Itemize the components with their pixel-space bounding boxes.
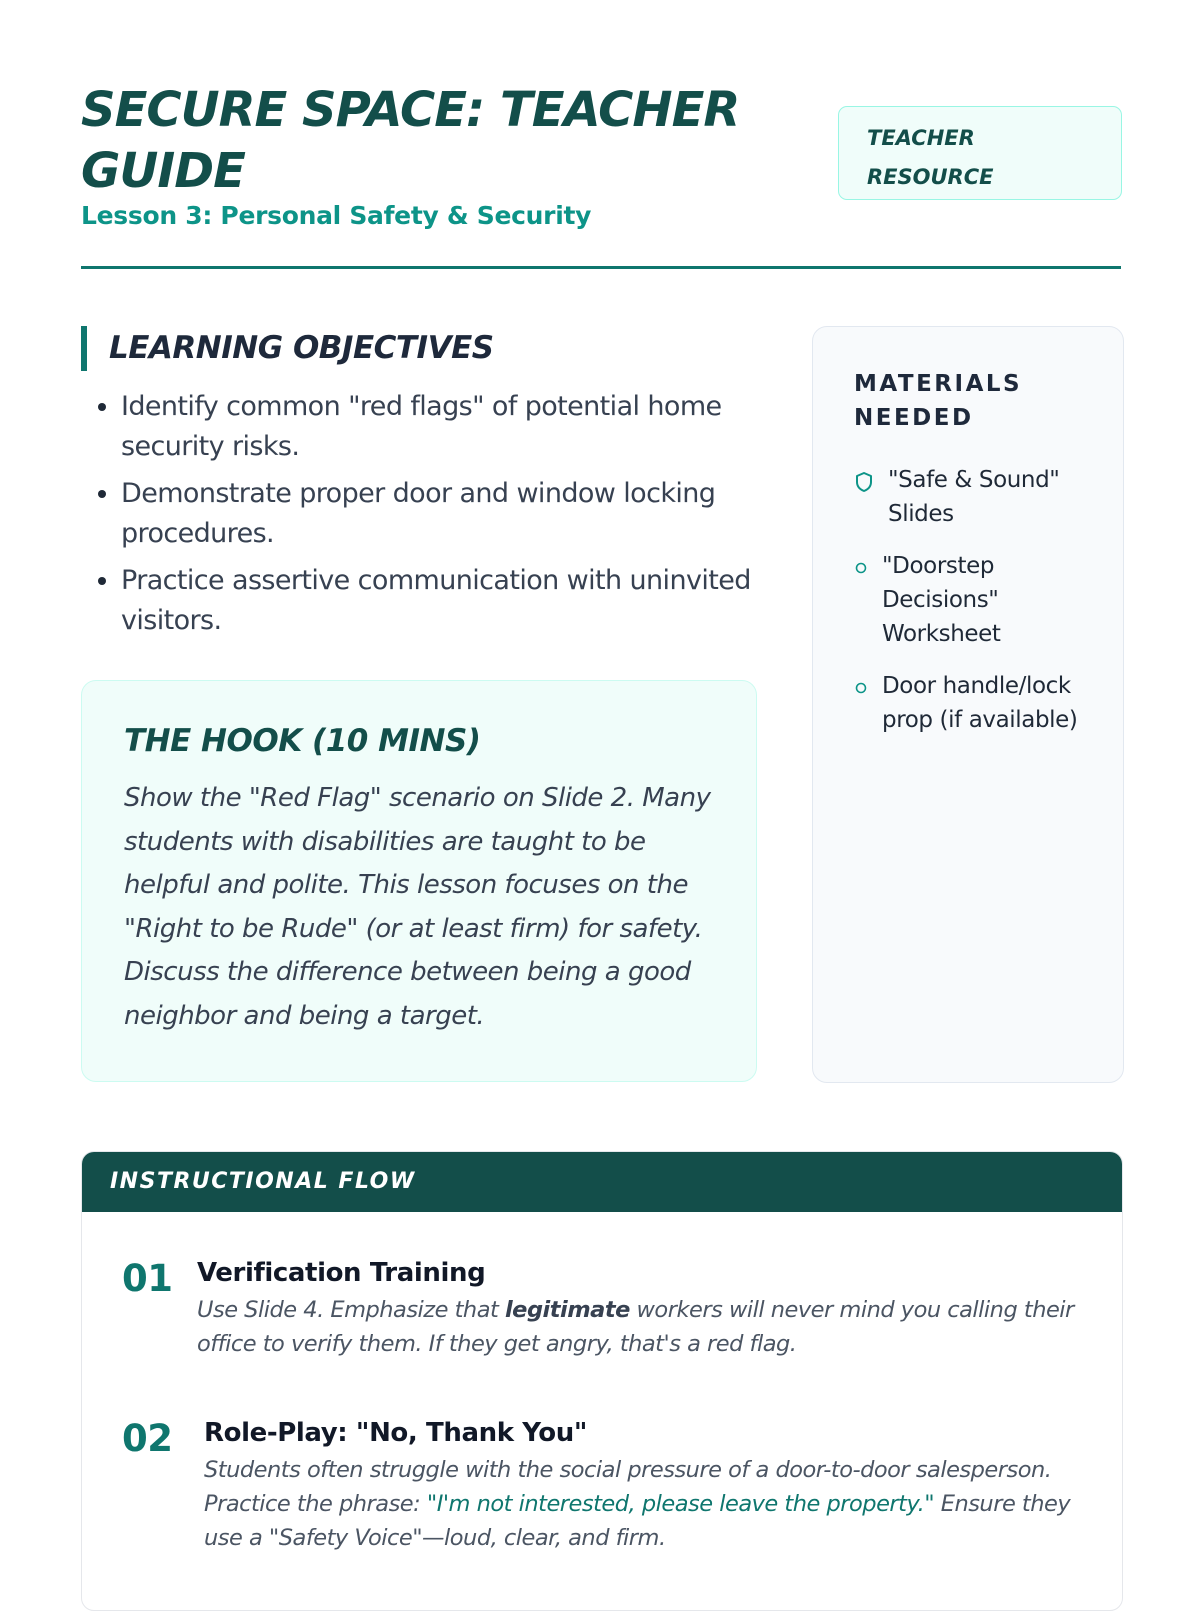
step-title: Role-Play: "No, Thank You" bbox=[204, 1418, 588, 1448]
hook-body: Show the "Red Flag" scenario on Slide 2. Many students with disabilities are taught to be helpful and polite. This lesson focuses on the "Right to be Rude" (or at least firm) for safety. Discuss the difference between being a good neighbor and being a target. bbox=[124, 783, 711, 1031]
materials-card bbox=[812, 326, 1124, 1083]
objective-item: • Practice assertive communication with uninvited visitors. bbox=[121, 561, 761, 641]
page-title: SECURE SPACE: TEACHER GUIDE bbox=[81, 82, 740, 199]
header-divider bbox=[81, 266, 1121, 269]
step-body: Use Slide 4. Emphasize that legitimate workers will never mind you calling their office to verify them. If they get angry, that's a red flag. bbox=[197, 1297, 1074, 1357]
objective-item: • Identify common "red flags" of potential home security risks. bbox=[121, 387, 761, 467]
lesson-subtitle: Lesson 3: Personal Safety & Security bbox=[81, 201, 592, 230]
shield-icon bbox=[854, 471, 874, 498]
flow-step bbox=[122, 1417, 1082, 1555]
step-number: 02 bbox=[122, 1417, 173, 1460]
step-body: Students often struggle with the social pressure of a door-to-door salesperson. Practice the phrase: "I'm not interested, please leave the property." Ensure they use a "Safety Voice"—loud, clear, and firm. bbox=[204, 1457, 1071, 1551]
quoted-phrase: "I'm not interested, please leave the property." bbox=[426, 1491, 935, 1517]
material-label: "Doorstep Decisions" Worksheet bbox=[882, 553, 1001, 647]
material-item bbox=[854, 549, 1103, 651]
circle-icon bbox=[854, 557, 868, 584]
objectives-list bbox=[81, 387, 761, 641]
flow-step bbox=[122, 1257, 1082, 1361]
material-item bbox=[854, 463, 1103, 531]
step-number: 01 bbox=[122, 1257, 173, 1300]
step-title: Verification Training bbox=[197, 1258, 486, 1288]
material-item bbox=[854, 669, 1103, 737]
material-label: "Safe & Sound" Slides bbox=[888, 467, 1060, 527]
objective-item: • Demonstrate proper door and window locking procedures. bbox=[121, 474, 761, 554]
hook-card bbox=[81, 680, 757, 1082]
circle-icon bbox=[854, 677, 868, 704]
emphasis-text: legitimate bbox=[504, 1297, 630, 1323]
materials-heading: MATERIALS NEEDED bbox=[854, 371, 1023, 431]
objectives-heading: LEARNING OBJECTIVES bbox=[81, 326, 761, 371]
flow-heading: INSTRUCTIONAL FLOW bbox=[82, 1152, 1122, 1212]
hook-heading: THE HOOK (10 MINS) bbox=[124, 723, 481, 759]
header bbox=[81, 80, 1121, 230]
material-label: Door handle/lock prop (if available) bbox=[882, 673, 1078, 733]
teacher-resource-badge: TEACHER RESOURCE bbox=[838, 106, 1122, 200]
instructional-flow-card bbox=[81, 1151, 1123, 1611]
learning-objectives-section bbox=[81, 326, 761, 648]
